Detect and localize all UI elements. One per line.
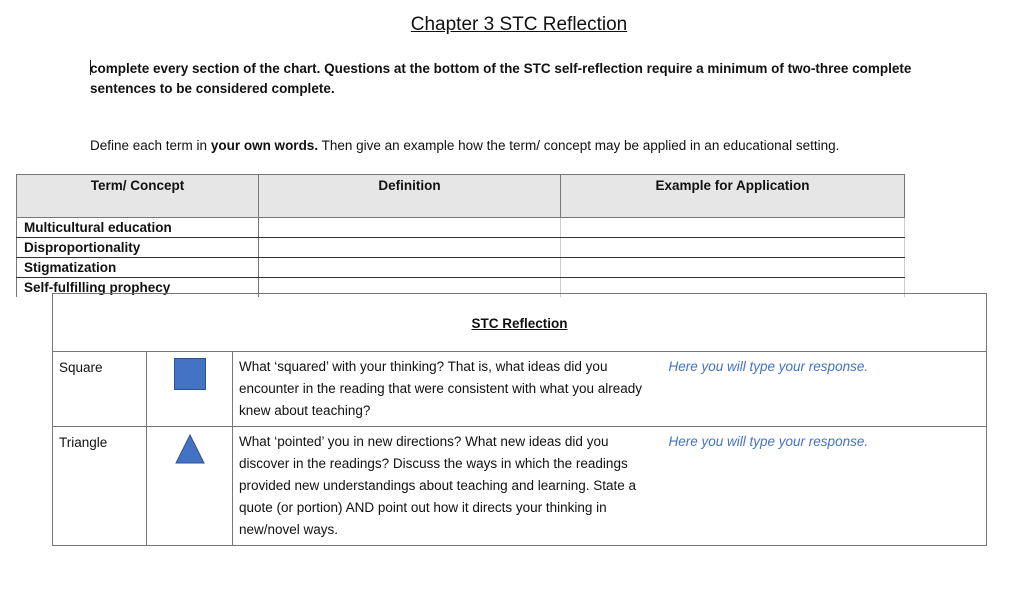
prompt-cell: What ‘squared’ with your thinking? That is, what ideas did you encounter in the reading that were consistent with what you already knew about teaching? (233, 352, 661, 427)
example-cell[interactable] (561, 218, 905, 238)
response-cell[interactable]: Here you will type your response. (661, 427, 987, 546)
term-cell: Self-fulfilling prophecy (17, 278, 259, 298)
shape-cell (147, 352, 233, 427)
table-row (17, 258, 905, 278)
stc-title: STC Reflection (471, 316, 568, 331)
define-emphasis: your own words. (210, 138, 319, 153)
triangle-icon (174, 433, 206, 465)
define-instruction (90, 137, 970, 155)
table-row (17, 238, 905, 258)
shape-name-cell: Square (53, 352, 147, 427)
term-cell: Multicultural education (17, 218, 259, 238)
instructions-text[interactable] (90, 59, 960, 99)
terms-table (16, 174, 905, 297)
define-suffix: Then give an example how the term/ concept may be applied in an educational setting. (318, 138, 840, 153)
instructions-content: complete every section of the chart. Questions at the bottom of the STC self-reflection require a minimum of two-three complete sentences to be considered complete. (90, 61, 912, 96)
definition-cell[interactable] (259, 258, 561, 278)
stc-row-triangle (53, 427, 987, 546)
term-cell: Disproportionality (17, 238, 259, 258)
example-cell[interactable] (561, 238, 905, 258)
header-term: Term/ Concept (17, 175, 259, 218)
definition-cell[interactable] (259, 218, 561, 238)
square-icon (174, 358, 206, 390)
shape-name-cell: Triangle (53, 427, 147, 546)
stc-header-row (53, 294, 987, 352)
terms-header-row (17, 175, 905, 218)
define-prefix: Define each term in (90, 138, 211, 153)
stc-reflection-table (52, 293, 987, 546)
prompt-cell: What ‘pointed’ you in new directions? What new ideas did you discover in the readings? Discuss the ways in which the readings provided new understandings about teaching and learning. State a quote (or portion) AND point out how it directs your thinking in new/novel ways. (233, 427, 661, 546)
term-cell: Stigmatization (17, 258, 259, 278)
example-cell[interactable] (561, 258, 905, 278)
document-title: Chapter 3 STC Reflection (410, 14, 628, 35)
response-cell[interactable]: Here you will type your response. (661, 352, 987, 427)
stc-header-cell (53, 294, 987, 352)
table-row (17, 218, 905, 238)
shape-cell (147, 427, 233, 546)
definition-cell[interactable] (259, 238, 561, 258)
header-example: Example for Application (561, 175, 905, 218)
stc-row-square (53, 352, 987, 427)
header-definition: Definition (259, 175, 561, 218)
